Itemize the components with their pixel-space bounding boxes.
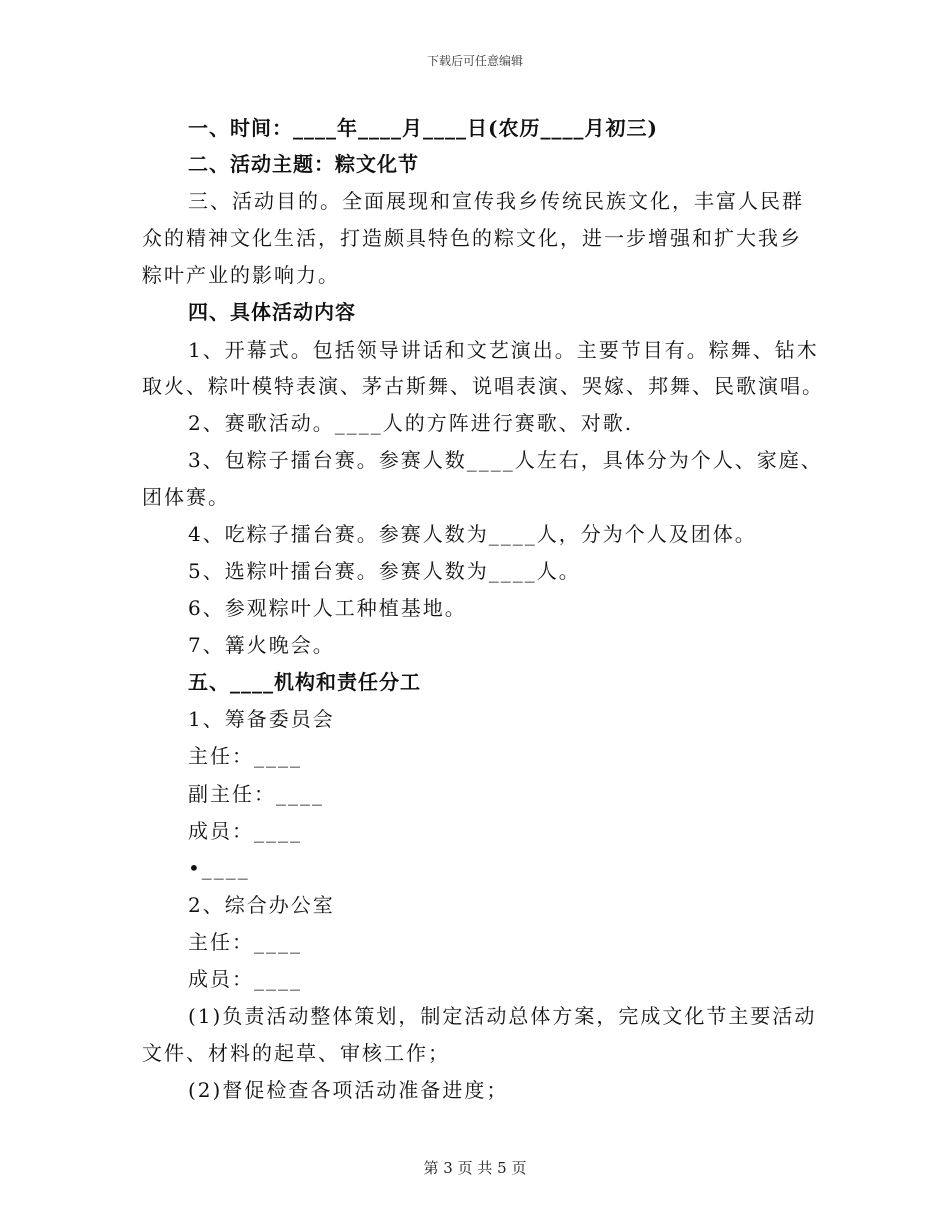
office-duty-1-line-1: (1)负责活动整体策划，制定活动总体方案，完成文化节主要活动: [188, 1004, 817, 1028]
theme-line: 二、活动主题：粽文化节: [188, 152, 419, 176]
office-duty-2-line: (2)督促检查各项活动准备进度；: [188, 1078, 509, 1102]
office-duty-1-line-2: 文件、材料的起草、审核工作；: [142, 1041, 450, 1065]
committee-heading: 1、筹备委员会: [188, 707, 335, 731]
item-3-line-1: 3、包粽子擂台赛。参赛人数____人左右，具体分为个人、家庭、: [188, 448, 823, 472]
organization-heading: 五、____机构和责任分工: [188, 670, 421, 694]
item-1-line-1: 1、开幕式。包括领导讲话和文艺演出。主要节目有。粽舞、钻木: [188, 338, 819, 362]
purpose-line-2: 众的精神文化生活，打造颇具特色的粽文化，进一步增强和扩大我乡: [142, 226, 802, 250]
office-director: 主任：____: [188, 930, 302, 954]
page-number: 第 3 页 共 5 页: [423, 1159, 527, 1177]
committee-director: 主任：____: [188, 744, 302, 768]
committee-deputy-director: 副主任：____: [188, 782, 324, 806]
office-members: 成员：____: [188, 967, 302, 991]
item-4-line: 4、吃粽子擂台赛。参赛人数为____人，分为个人及团体。: [188, 522, 757, 546]
item-1-line-2: 取火、粽叶模特表演、茅古斯舞、说唱表演、哭嫁、邦舞、民歌演唱。: [142, 374, 824, 398]
item-6-line: 6、参观粽叶人工种植基地。: [188, 596, 467, 620]
content-heading: 四、具体活动内容: [188, 300, 356, 324]
item-3-line-2: 团体赛。: [142, 485, 230, 509]
committee-bullet-line: •____: [188, 856, 250, 880]
item-7-line: 7、篝火晚会。: [188, 633, 335, 657]
purpose-line-3: 粽叶产业的影响力。: [142, 263, 340, 287]
time-line: 一、时间：____年____月____日(农历____月初三): [188, 116, 658, 140]
committee-members: 成员：____: [188, 819, 302, 843]
item-5-line: 5、选粽叶擂台赛。参赛人数为____人。: [188, 559, 581, 583]
purpose-line-1: 三、活动目的。全面展现和宣传我乡传统民族文化，丰富人民群: [188, 189, 804, 213]
office-heading: 2、综合办公室: [188, 893, 335, 917]
item-2-line: 2、赛歌活动。____人的方阵进行赛歌、对歌.: [188, 411, 634, 435]
page-header: 下载后可任意编辑: [426, 54, 523, 68]
